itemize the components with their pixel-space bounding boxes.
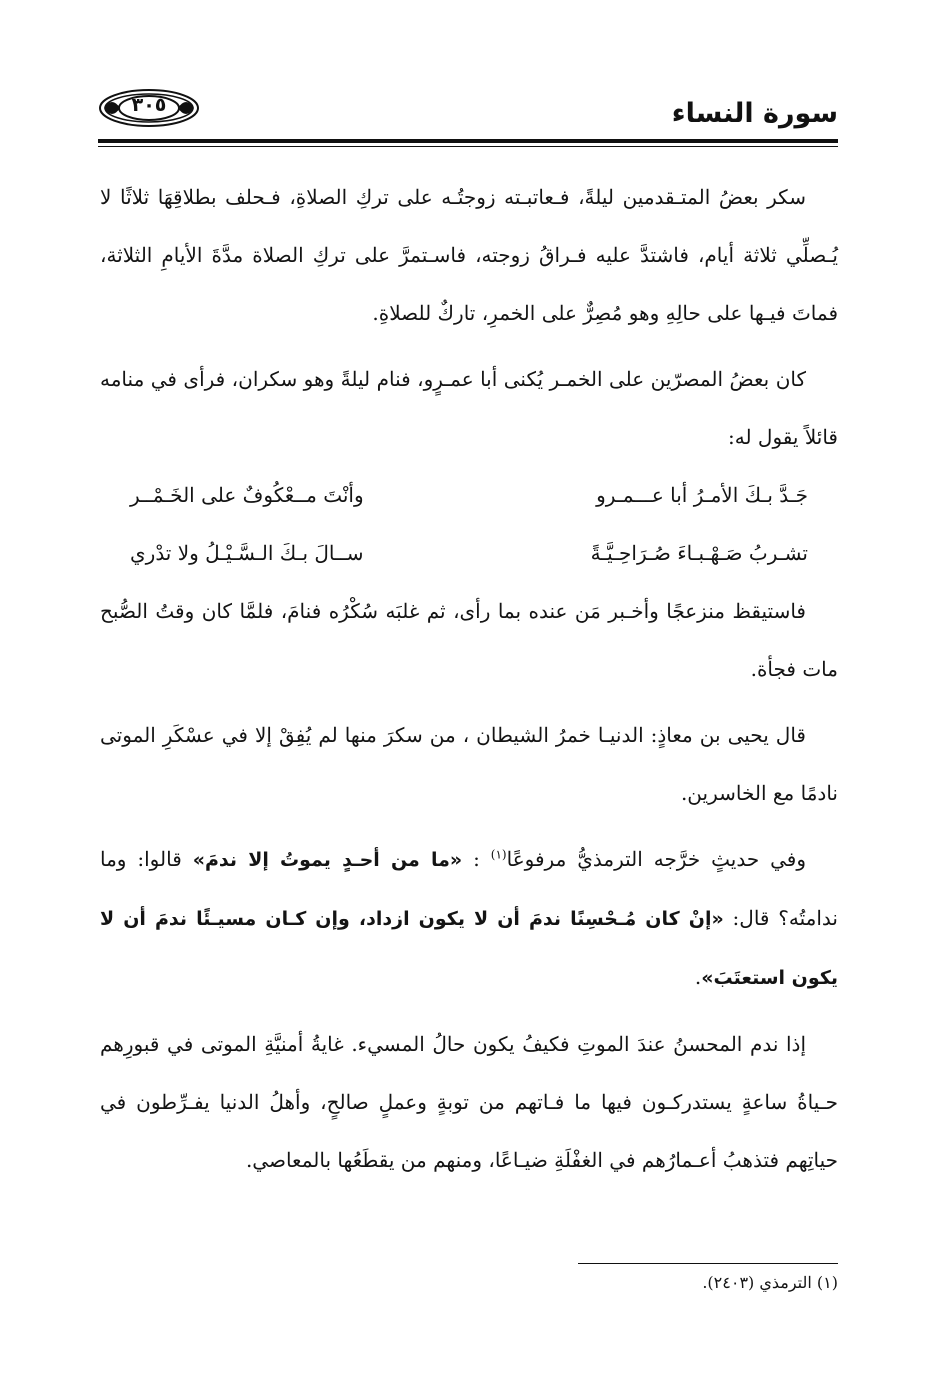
- paragraph-4: قال يحيى بن معاذٍ: الدنيـا خمرُ الشيطان ، من سكرَ منها لم يُفِقْ إلا في عسْكَرِ الموتى نادمًا مع الخاسرين.: [100, 723, 838, 805]
- paragraph-6: إذا ندم المحسنُ عندَ الموتِ فكيفُ يكون حالُ المسيء. غايةُ أمنيَّةِ الموتى في قبورِهم حـياةُ ساعةٍ يستدركـون فيها ما فـاتهم من توبةٍ وعملٍ صالحٍ، وأهلُ الدنيا يفـرِّطون في حياتِهم فتذهبُ أعـمارُهم في الغفْلَةِ ضيـاعًا، ومنهم من يقطَعُها بالمعاصي.: [100, 1032, 838, 1172]
- hadith-intro: وفي حديثٍ خرَّجه الترمذيُّ مرفوعًا: [506, 847, 807, 871]
- header-rule-thin: [98, 146, 838, 147]
- poem: [100, 466, 838, 582]
- footnote-1: (١) الترمذي (٢٤٠٣).: [702, 1273, 838, 1292]
- footnote-divider: [578, 1263, 838, 1264]
- poem-line-2: [100, 524, 838, 582]
- main-text: [100, 168, 838, 1189]
- hadith-end: .: [694, 965, 702, 989]
- footnote-reference[interactable]: (١): [490, 847, 507, 862]
- poem-line-1-first-hemistich: جَـدَّ بـكَ الأمـرُ أبا عـــمـرو: [596, 483, 808, 507]
- poem-line-1-second-hemistich: وأنْتَ مــعْكُوفٌ على الخَـمْــر: [130, 483, 364, 507]
- paragraph-5-hadith: [100, 830, 838, 1007]
- paragraph-3: فاستيقظ منزعجًا وأخـبر مَن عنده بما رأى، ثم غلبَه سُكْرُه فنامَ، فلمَّا كان وقتُ الصُّبح مات فجأة.: [100, 599, 838, 681]
- paragraph-1: سكر بعضُ المتـقدمين ليلةً، فـعاتبـته زوجتُـه على تركِ الصلاةِ، فـحلف بطلاقِهَا ثلاثًا لا يُـصلِّي ثلاثة أيام، فاشتدَّ عليه فـراقُ زوجته، فاسـتمرَّ على تركِ الصلاة مدَّةَ الأيامِ الثلاثة، فماتَ فيـها على حالِهِ وهو مُصِرٌّ على الخمرِ، تاركٌ للصلاةِ.: [100, 185, 838, 325]
- poem-line-1: [100, 466, 838, 524]
- hadith-quote-2: «إنْ كان مُـحْسِنًا ندمَ أن لا يكون ازداد، وإن كـان مسيـئًا ندمَ أن لا يكون استعتَبَ»: [100, 908, 838, 989]
- paragraph-2: كان بعضُ المصرّين على الخمـر يُكنى أبا عمـرٍو، فنام ليلةً وهو سكران، فرأى في منامه قائلاً يقول له:: [100, 367, 838, 449]
- header-rule-thick: [98, 139, 838, 143]
- hadith-middle: قالوا: وما ندامتُه؟ قال:: [100, 847, 838, 930]
- hadith-colon: :: [462, 847, 491, 871]
- page-header: [98, 84, 838, 136]
- poem-line-2-second-hemistich: ســالَ بـكَ الـسَّـيْـلُ ولا تدْري: [130, 541, 364, 565]
- hadith-quote-1: «ما من أحـدٍ يموتُ إلا ندمَ»: [192, 849, 463, 871]
- page-number: ٣٠٥: [131, 94, 167, 116]
- surah-title: سورة النساء: [671, 98, 838, 129]
- page-number-badge: [98, 88, 200, 128]
- poem-line-2-first-hemistich: تشـربُ صَـهْـبـاءَ صُـرَاحِـيَّـةً: [590, 541, 808, 565]
